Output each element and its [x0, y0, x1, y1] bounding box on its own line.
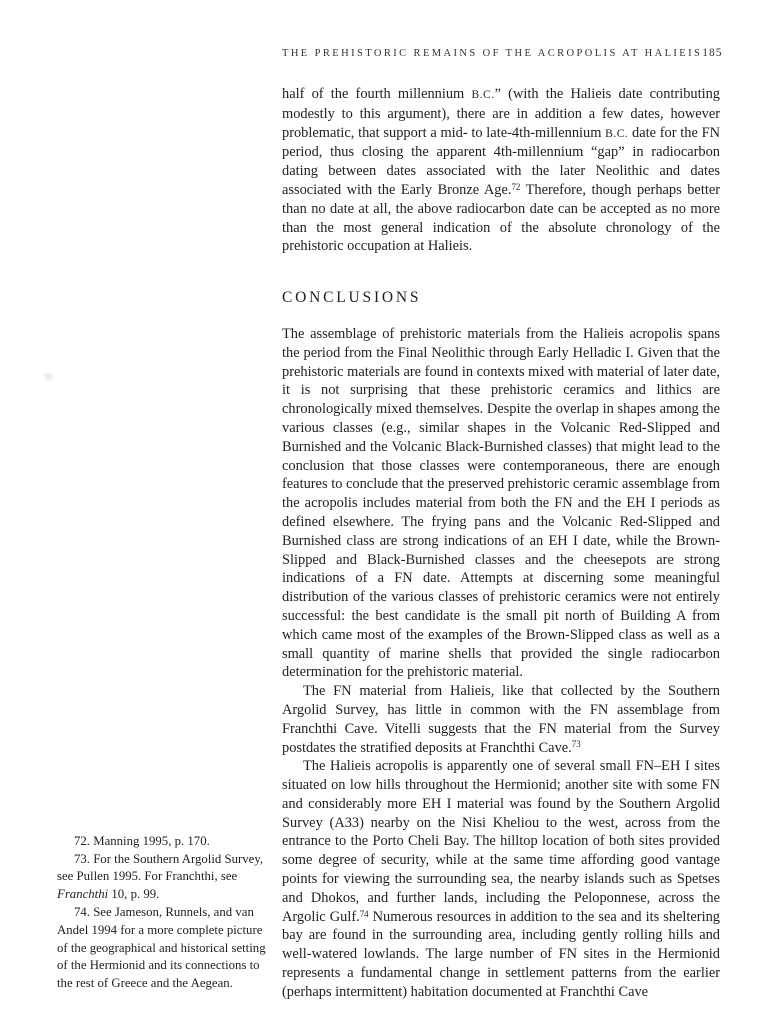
text-segment: date for the FN period, thus closing the apparent 4th-millennium “gap” in radiocarbon dating between dates associated with the later Neolithic and dates associated with the Early Bronze Age.	[282, 124, 720, 198]
text-segment: 73. For the Southern Argolid Survey, see Pullen 1995. For Franchthi, see	[57, 851, 264, 884]
body-paragraph-4	[282, 757, 720, 1001]
text-segment: The Halieis acropolis is apparently one of several small FN–EH I sites situated on low hills throughout the Hermionid; another site with some FN and considerably more EH I material was found by the Southern Argolid Survey (A33) nearby on the Nisi Kheliou to the west, across from the entrance to the Porto Cheli Bay. The hilltop location of both sites provided some degree of security, while at the same time affording good vantage points for viewing the surrounding sea, the nearby islands such as Spetses and Dhokos, and further lands, including the Peloponnese, across the Argolic Gulf.	[282, 758, 720, 925]
scan-artifact	[44, 373, 53, 380]
text-segment: half of the fourth millennium	[282, 86, 472, 102]
footnote-73	[57, 851, 275, 904]
text-segment: 10, p. 99.	[108, 887, 160, 902]
text-segment: The assemblage of prehistoric materials from the Halieis acropolis spans the period from the Final Neolithic through Early Helladic I. Given that the prehistoric materials are found in contexts mixed with material of later date, it is not surprising that these prehistoric ceramics and lithics are chronologically mixed themselves. Despite the overlap in shapes among the various classes (e.g., similar shapes in the Volcanic Red-Slipped and Burnished and the Volcanic Black-Burnished classes) that might lead to the conclusion that those classes were contemporaneous, there are enough features to conclude that the preserved prehistoric ceramic assemblage from the acropolis includes material from both the FN and the EH I periods as defined elsewhere. The frying pans and the Volcanic Red-Slipped and Burnished class are strong indications of an EH I date, while the Brown-Slipped and Black-Burnished classes and the cheesepots are strong indications of a FN date. Attempts at discerning some meaningful distribution of the various classes of prehistoric ceramics were not entirely successful: the best candidate is the small pit north of Building A from which came most of the examples of the Brown-Slipped class as well as a small quantity of marine shells that provided the single radiocarbon determination for the prehistoric material.	[282, 325, 720, 681]
text-segment: 72	[511, 181, 521, 192]
text-segment: 74. See Jameson, Runnels, and van Andel 1994 for a more complete picture of the geographical and historical setting of the Hermionid and its connections to the rest of Greece and the Aegean.	[57, 905, 266, 991]
main-text-column	[282, 85, 720, 1002]
text-segment: 72. Manning 1995, p. 170.	[74, 833, 210, 848]
text-segment: The FN material from Halieis, like that collected by the Southern Argolid Survey, has little in common with the FN assemblage from Franchthi Cave. Vitelli suggests that the FN material from the Survey postdates the stratified deposits at Franchthi Cave.	[282, 683, 720, 756]
body-paragraph-1	[282, 85, 720, 256]
running-head	[282, 47, 723, 59]
text-segment: Therefore, though perhaps better than no date at all, the above radiocarbon date can be accepted as no more than the most general indication of the absolute chronology of the prehistoric occupation at Halieis.	[282, 181, 720, 255]
body-paragraph-3	[282, 682, 720, 757]
text-segment: 73	[571, 739, 581, 750]
running-head-title: THE PREHISTORIC REMAINS OF THE ACROPOLIS AT HALIEIS	[282, 48, 703, 59]
footnote-column	[57, 833, 275, 993]
text-segment: B.C.	[605, 127, 629, 140]
footnote-72	[57, 833, 275, 851]
page-number: 185	[702, 47, 723, 59]
text-segment: ” (with the Halieis date contributing modestly to this argument), there are in addition a few dates, however problematic, that support a mid- to late-4th-millennium	[282, 86, 720, 141]
text-segment: Franchthi	[57, 887, 109, 902]
text-segment: B.C.	[471, 89, 495, 101]
text-segment: Numerous resources in addition to the sea and its sheltering bay are found in the surrounding area, including gently rolling hills and well-watered lowlands. The large number of FN sites in the Hermionid represents a fundamental change in settlement patterns from the earlier (perhaps intermittent) habitation documented at Franchthi Cave	[282, 908, 720, 1000]
section-heading-conclusions: CONCLUSIONS	[282, 289, 422, 307]
body-paragraph-2	[282, 325, 720, 682]
text-segment: 74	[359, 908, 369, 919]
footnote-74	[57, 904, 275, 993]
